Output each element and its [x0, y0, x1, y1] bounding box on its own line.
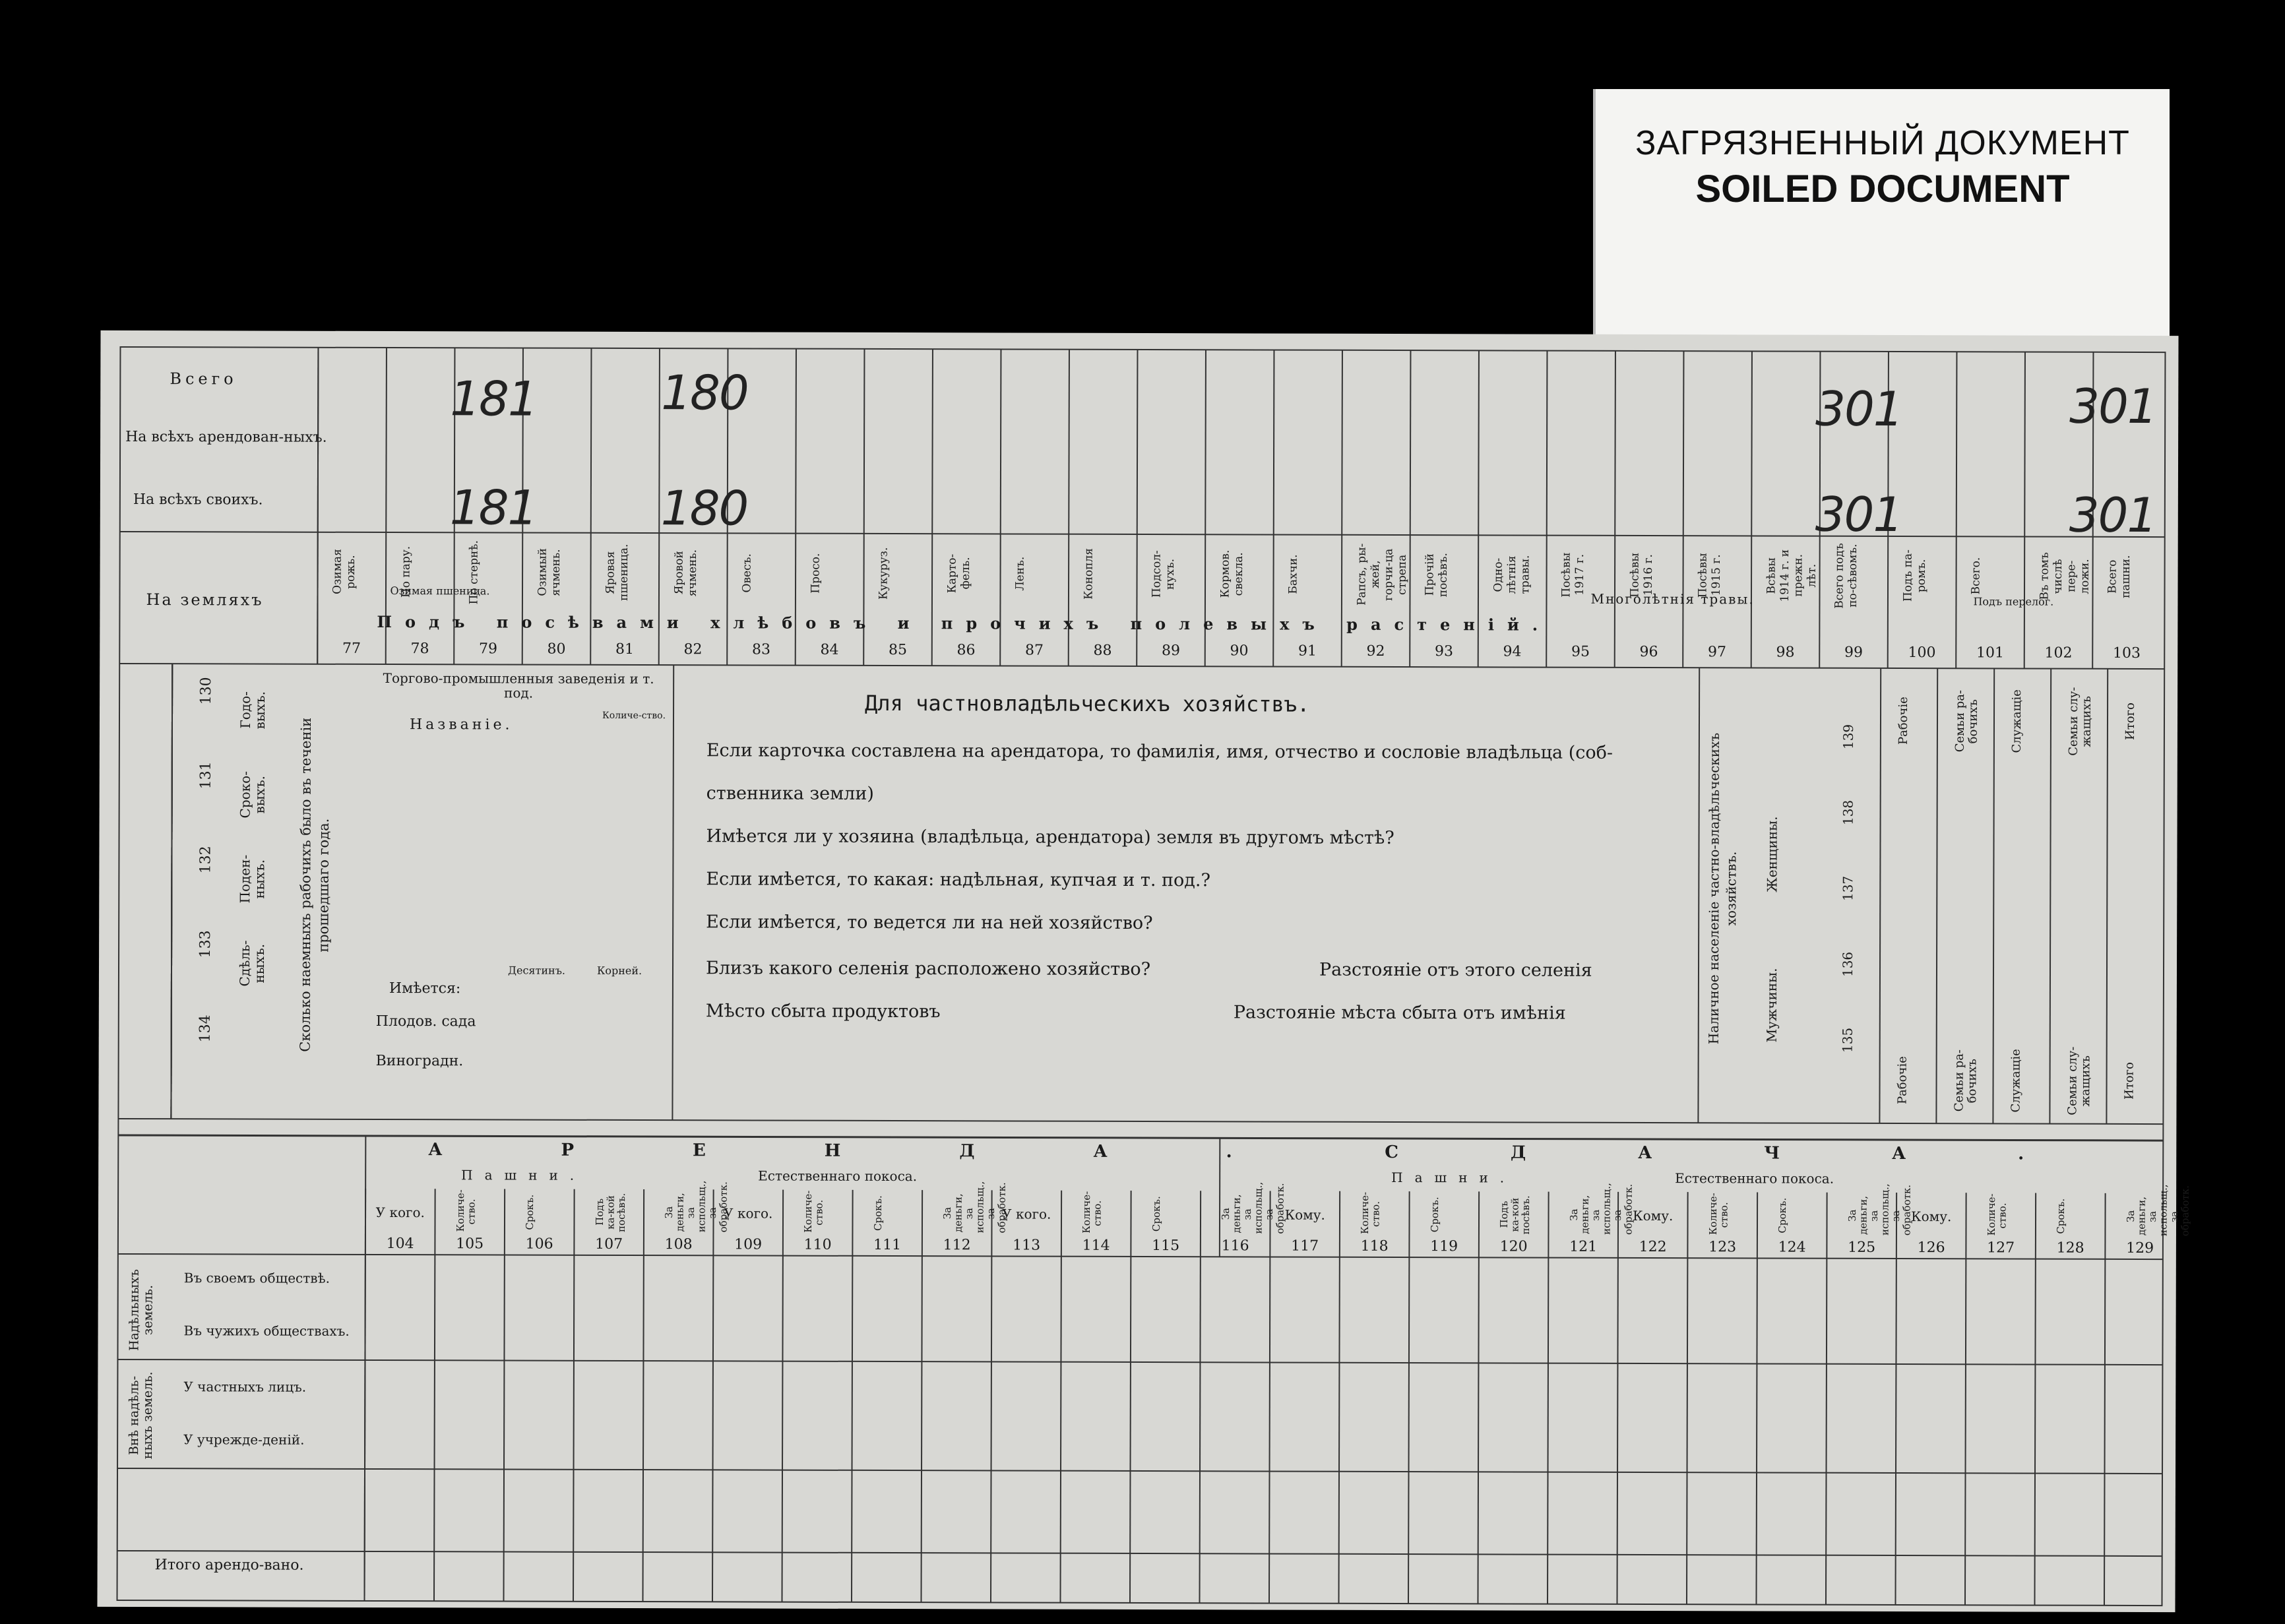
row-number: 132: [197, 846, 214, 874]
lease-column-number: 111: [873, 1236, 902, 1254]
crop-header: По стернѣ.: [467, 540, 481, 605]
lease-column-number: 104: [386, 1235, 414, 1253]
private-line: Мѣсто сбыта продуктовъ: [705, 1001, 941, 1022]
lease-header: Количе-ство.: [454, 1189, 478, 1232]
crop-header: Подъ па-ромъ.: [1900, 549, 1928, 602]
column-number: 94: [1503, 643, 1522, 660]
population-column: Итого: [2122, 1062, 2137, 1100]
population-column: Рабочіе: [1896, 697, 1911, 745]
pokos-label: Естественнаго покоса.: [1675, 1170, 1834, 1187]
crop-header: Посѣвы 1915 г.: [1696, 553, 1724, 598]
crop-header: Посѣвы 1916 г.: [1627, 552, 1655, 598]
trade-orchard: Плодов. сада: [375, 1013, 476, 1030]
trade-title: Торгово-промышленныя заведенія и т. под.: [383, 670, 654, 701]
crop-header: Просо.: [808, 553, 823, 594]
lease-column-number: 116: [1221, 1237, 1249, 1255]
column-number: 84: [820, 641, 839, 658]
lease-header: У кого.: [375, 1204, 425, 1221]
lease-column-number: 114: [1082, 1237, 1110, 1254]
lease-row-label: У частныхъ лицъ.: [183, 1379, 307, 1395]
column-number: 93: [1434, 643, 1454, 660]
crop-header: Озимая рожь.: [330, 549, 358, 595]
private-line: Имѣется ли у хозяина (владѣльца, арендатора) земля въ другомъ мѣстѣ?: [706, 826, 1394, 849]
column-number: 100: [1908, 644, 1936, 662]
lease-header: Срокъ.: [1776, 1197, 1789, 1234]
lease-header: Срокъ.: [1428, 1197, 1441, 1233]
crop-header: Одно-лѣтнія травы.: [1491, 555, 1532, 595]
men-label: Мужчины.: [1763, 968, 1780, 1043]
lease-column-number: 121: [1569, 1238, 1598, 1255]
column-number: 83: [751, 641, 771, 658]
population-number: 135: [1839, 1027, 1856, 1053]
column-number: 95: [1571, 643, 1590, 660]
row-number: 131: [197, 761, 214, 790]
population-title: Наличное населеніе частно-владѣльческихъ хозяйствъ.: [1705, 733, 1739, 1045]
column-number: 89: [1161, 642, 1181, 660]
lease-column-number: 117: [1291, 1237, 1319, 1255]
lease-row-group: Внѣ надѣль-ныхъ земель.: [127, 1371, 156, 1460]
column-number: 99: [1844, 644, 1863, 661]
lease-column-number: 122: [1639, 1238, 1667, 1256]
lease-column-number: 129: [2126, 1239, 2154, 1257]
lease-column-number: 113: [1013, 1237, 1041, 1254]
crop-header: Посѣвы 1917 г.: [1559, 552, 1587, 598]
crop-header: Подсол-нухъ.: [1150, 550, 1177, 598]
lease-header: Срокъ.: [871, 1195, 884, 1231]
wheat-label: Озимая пшеница.: [390, 584, 490, 598]
population-column: Итого: [2123, 703, 2138, 741]
crop-header: Рапсъ, ры-жей, горчи-ца стрепа: [1354, 543, 1409, 606]
row-label-total: Всего: [170, 369, 237, 389]
lease-row-label: Въ чужихъ обществахъ.: [183, 1323, 350, 1339]
column-number: 91: [1298, 642, 1317, 660]
lease-column-number: 120: [1499, 1238, 1528, 1255]
soiled-document-stamp: [1593, 89, 2170, 336]
row-number: 133: [197, 930, 214, 958]
lease-column-number: 123: [1708, 1239, 1737, 1256]
lease-header: За деньги, за испольщ., за обработк.: [663, 1180, 730, 1233]
column-number: 88: [1093, 642, 1112, 659]
lease-row-group: Надѣльныхъ земель.: [127, 1268, 156, 1352]
lease-header: Кому.: [1284, 1206, 1325, 1223]
lease-header: У кого.: [724, 1205, 773, 1222]
column-number: 82: [683, 641, 703, 658]
population-number: 137: [1840, 875, 1856, 902]
crops-banner: Подъ посѣвами хлѣбовъ и прочихъ полевыхъ растеній.: [377, 611, 1551, 635]
private-line: Если карточка составлена на арендатора, то фамилія, имя, отчество и сословіе владѣльца (соб-: [706, 740, 1613, 763]
lease-header: Срокъ.: [523, 1194, 536, 1230]
column-number: 77: [342, 640, 361, 657]
crop-header: Всего пашни.: [2106, 555, 2133, 598]
crop-header: Озимый ячмень.: [535, 548, 563, 596]
lease-header: За деньги, за испольщ., за обработк.: [941, 1181, 1008, 1234]
arenda-banner: АРЕНДА.: [428, 1140, 1351, 1162]
crop-header: Яровая пшеница.: [604, 544, 631, 602]
population-column: Семьи слу-жащихъ: [2066, 687, 2094, 756]
column-number: 85: [888, 642, 908, 659]
column-number: 80: [547, 640, 566, 658]
crop-header: Кукуруз.: [877, 547, 891, 600]
population-column: Служащіе: [2009, 689, 2024, 753]
pashni-label: Пашни.: [1391, 1170, 1517, 1186]
crop-header: Конопля: [1081, 547, 1096, 600]
crop-header: Ленъ.: [1013, 556, 1027, 591]
private-line: Разстояніе мѣста сбыта отъ имѣнія: [1233, 1002, 1566, 1024]
pokos-label: Естественнаго покоса.: [758, 1168, 918, 1185]
column-number: 97: [1707, 644, 1727, 661]
trade-has: Имѣется:: [389, 980, 461, 997]
crop-header: Бахчи.: [1286, 554, 1300, 594]
population-column: Семьи слу-жащихъ: [2065, 1046, 2093, 1115]
population-column: Рабочіе: [1895, 1056, 1910, 1105]
stamp-english: SOILED DOCUMENT: [1695, 168, 2070, 210]
lease-column-number: 105: [456, 1235, 484, 1253]
lease-header: Количе-ство.: [1080, 1191, 1104, 1234]
population-number: 139: [1840, 724, 1856, 750]
lease-header: За деньги, за испольщ., за обработк.: [1846, 1183, 1913, 1236]
column-number: 86: [956, 642, 976, 659]
column-number: 81: [615, 640, 635, 658]
column-number: 98: [1776, 644, 1795, 661]
hired-row-label: Поден-ныхъ.: [237, 854, 268, 904]
women-label: Женщины.: [1764, 816, 1780, 892]
trade-vineyard: Виноградн.: [375, 1052, 464, 1070]
trade-qty-header: Количе-ство.: [602, 710, 666, 722]
lease-column-number: 124: [1778, 1239, 1806, 1256]
population-column: Семьи ра-бочихъ: [1952, 1049, 1980, 1112]
crop-header: Карто-фель.: [945, 553, 972, 594]
column-number: 92: [1366, 642, 1385, 660]
row-number: 130: [198, 677, 215, 705]
lease-column-number: 127: [1987, 1239, 2015, 1257]
lease-column-number: 108: [664, 1236, 693, 1253]
hand-value: 181: [450, 371, 537, 427]
lease-column-number: 118: [1360, 1237, 1389, 1255]
private-line: Близъ какого селенія расположено хозяйство?: [705, 958, 1151, 980]
column-number: 103: [2112, 644, 2141, 662]
crop-header: Всего подъ по-сѣвомъ.: [1832, 543, 1860, 609]
column-number: 96: [1639, 643, 1658, 661]
hand-value: 301: [2069, 378, 2156, 435]
hand-value: 301: [1815, 381, 1902, 437]
hand-value: 180: [660, 480, 748, 536]
crop-header: Въ томъ числѣ пере-ложи.: [2037, 552, 2092, 600]
census-card: [97, 330, 2191, 1612]
lease-header: Количе-ство.: [1706, 1193, 1730, 1235]
lease-row-label: Въ своемъ обществѣ.: [183, 1270, 330, 1286]
crop-header: Овесъ.: [740, 553, 754, 593]
crop-header: Кормов. свекла.: [1218, 549, 1245, 598]
trade-dess: Десятинъ.: [507, 964, 566, 977]
population-column: Семьи ра-бочихъ: [1953, 690, 1980, 753]
pashni-label: Пашни.: [461, 1167, 586, 1183]
lease-column-number: 109: [734, 1236, 763, 1253]
hired-workers-title: Сколько наемныхъ рабочихъ было въ теченіи прошедшаго года.: [297, 718, 332, 1053]
population-number: 138: [1840, 799, 1856, 826]
private-line: Если имѣется, то ведется ли на ней хозяйство?: [706, 912, 1153, 934]
lease-column-number: 126: [1917, 1239, 1945, 1257]
hired-row-label: Сроко-выхъ.: [237, 770, 268, 819]
column-number: 102: [2044, 644, 2073, 662]
lease-header: За деньги, за испольщ., за обработк.: [1567, 1183, 1635, 1235]
lease-column-number: 119: [1430, 1238, 1458, 1255]
lease-header: Количе-ство.: [1985, 1193, 2009, 1236]
trade-roots: Корней.: [596, 964, 642, 978]
grass-label: Многолѣтнія травы.: [1590, 590, 1755, 608]
lease-header: У кого.: [1002, 1206, 1051, 1222]
row-label-own: На всѣхъ своихъ.: [133, 491, 263, 509]
lease-header: Срокъ.: [1150, 1196, 1162, 1232]
private-line: Разстояніе отъ этого селенія: [1319, 959, 1592, 981]
row-number: 134: [197, 1015, 214, 1043]
crop-header: Прочій посѣвъ.: [1423, 552, 1451, 597]
lease-header: Подъ ка-кой посѣвъ.: [1497, 1195, 1532, 1235]
crop-header: Яровой ячмень.: [672, 549, 699, 596]
population-column: Служащіе: [2009, 1049, 2023, 1113]
hand-value: 301: [1815, 486, 1902, 543]
fallow-label: Подъ перелог.: [1973, 595, 2054, 608]
lease-row-label: У учрежде-деній.: [183, 1431, 305, 1448]
lease-header: За деньги, за испольщ., за обработк.: [1220, 1181, 1286, 1234]
trade-name-header: Названіе.: [409, 716, 513, 734]
private-title: Для частновладѣльческихъ хозяйствъ.: [865, 690, 1310, 717]
column-number: 87: [1024, 642, 1044, 659]
lease-header: Количе-ство.: [801, 1190, 825, 1233]
hired-row-label: Сдѣль-ныхъ.: [236, 940, 268, 987]
hired-row-label: Годо-выхъ.: [237, 691, 268, 730]
lease-column-number: 107: [595, 1235, 623, 1253]
lease-column-number: 112: [943, 1237, 971, 1254]
crop-header: Всего.: [1969, 557, 1983, 595]
lease-header: Подъ ка-кой посѣвъ.: [593, 1193, 627, 1232]
hand-value: 301: [2069, 487, 2156, 544]
column-number: 90: [1230, 642, 1249, 660]
column-number: 78: [410, 640, 429, 658]
lease-column-number: 106: [525, 1235, 553, 1253]
lease-column-number: 128: [2056, 1239, 2084, 1257]
private-line: Если имѣется, то какая: надѣльная, купчая и т. под.?: [706, 869, 1210, 891]
column-number: 101: [1976, 644, 2005, 662]
hand-value: 180: [661, 365, 748, 421]
row-label-land: На земляхъ: [146, 590, 264, 609]
population-number: 136: [1839, 951, 1856, 978]
lease-header: Кому.: [1911, 1208, 1952, 1225]
column-number: 79: [478, 640, 498, 658]
stamp-russian: ЗАГРЯЗНЕННЫЙ ДОКУМЕНТ: [1635, 124, 2130, 162]
private-line: ственника земли): [706, 783, 874, 804]
lease-column-number: 115: [1152, 1237, 1180, 1255]
sdacha-banner: СДАЧА.: [1385, 1142, 2137, 1164]
lease-header: Срокъ.: [2054, 1198, 2067, 1234]
lease-column-number: 110: [803, 1236, 832, 1253]
lease-header: Количе-ство.: [1358, 1191, 1382, 1234]
lease-column-number: 125: [1848, 1239, 1876, 1256]
lease-header: Кому.: [1633, 1207, 1674, 1224]
lease-total-label: Итого арендо-вано.: [154, 1557, 304, 1574]
crop-header: По пару.: [398, 546, 413, 598]
crop-header: Всѣвы 1914 г. и прежн. лѣт.: [1765, 549, 1819, 602]
row-label-leased: На всѣхъ арендован-ныхъ.: [125, 428, 327, 446]
hand-value: 181: [449, 480, 537, 536]
lease-header: За деньги, за испольщ., за обработк.: [2124, 1184, 2191, 1237]
